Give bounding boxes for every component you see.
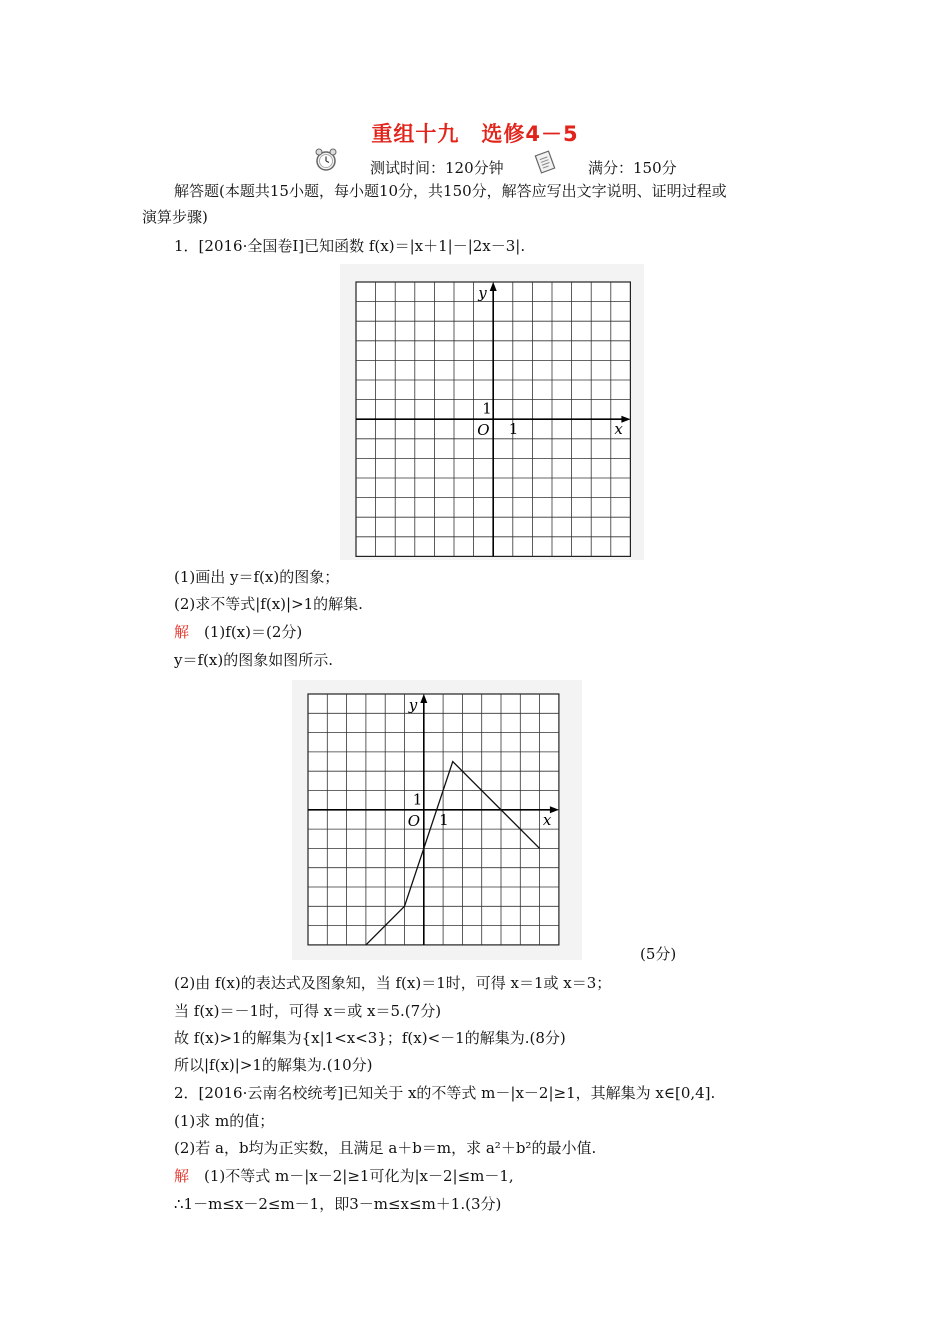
y-axis-label: y [408, 696, 418, 714]
solution-label: 解 [174, 1167, 190, 1185]
x-axis-label: x [542, 810, 552, 829]
q1-part-1: (1)画出 y＝f(x)的图象； [174, 568, 340, 586]
q1-solution-4: 当 f(x)＝－1时，可得 x＝或 x＝5.(7分) [174, 1002, 442, 1020]
x-axis-label: x [614, 420, 623, 439]
q1-solution-1-text: (1)f(x)＝(2分) [189, 623, 303, 641]
q1-stem: 1．[2016·全国卷Ⅰ]已知函数 f(x)＝|x＋1|－|2x－3|. [174, 237, 526, 255]
score-5: (5分) [640, 945, 677, 963]
paper-sheet-icon [532, 149, 558, 175]
y-axis-label: y [478, 284, 487, 302]
alarm-clock-icon [313, 147, 339, 173]
page-title: 重组十九 选修4－5 [371, 122, 579, 146]
q1-part-2: (2)求不等式|f(x)|>1的解集. [174, 595, 363, 613]
q2-solution-1-text: (1)不等式 m－|x－2|≥1可化为|x－2|≤m－1, [189, 1167, 514, 1185]
q2-stem: 2．[2016·云南名校统考]已知关于 x的不等式 m－|x－2|≥1，其解集为 x∈[0,4]. [174, 1084, 716, 1102]
tick-label-y-1: 1 [412, 790, 423, 809]
tick-label-x-1: 1 [439, 810, 449, 829]
q1-solution-6: 所以|f(x)|>1的解集为.(10分) [174, 1056, 373, 1074]
q1-solution-5: 故 f(x)>1的解集为{x|1<x<3}；f(x)<－1的解集为.(8分) [174, 1029, 566, 1047]
tick-label-y-1: 1 [482, 399, 492, 418]
tick-label-x-1: 1 [508, 420, 519, 439]
test-time: 测试时间：120分钟 [370, 159, 504, 177]
q1-solution-3: (2)由 f(x)的表达式及图象知，当 f(x)＝1时，可得 x＝1或 x＝3； [174, 974, 612, 992]
intro-line-1: 解答题(本题共15小题，每小题10分，共150分，解答应写出文字说明、证明过程或 [174, 182, 727, 200]
blank-coordinate-grid [340, 264, 644, 560]
origin-label: O [477, 421, 490, 440]
q2-part-1: (1)求 m的值； [174, 1112, 275, 1130]
q2-solution-1 [174, 1166, 514, 1186]
origin-label: O [407, 811, 421, 830]
q1-solution-2: y＝f(x)的图象如图所示. [174, 651, 333, 669]
q2-solution-2: ∴1－m≤x－2≤m－1，即3－m≤x≤m＋1.(3分) [174, 1195, 502, 1213]
q1-solution-1 [174, 622, 302, 642]
full-score: 满分：150分 [588, 159, 677, 177]
q2-part-2: (2)若 a，b均为正实数，且满足 a＋b＝m，求 a²＋b²的最小值. [174, 1139, 597, 1157]
intro-line-2: 演算步骤) [142, 208, 208, 226]
solution-label: 解 [174, 623, 190, 641]
function-graph [292, 680, 582, 960]
